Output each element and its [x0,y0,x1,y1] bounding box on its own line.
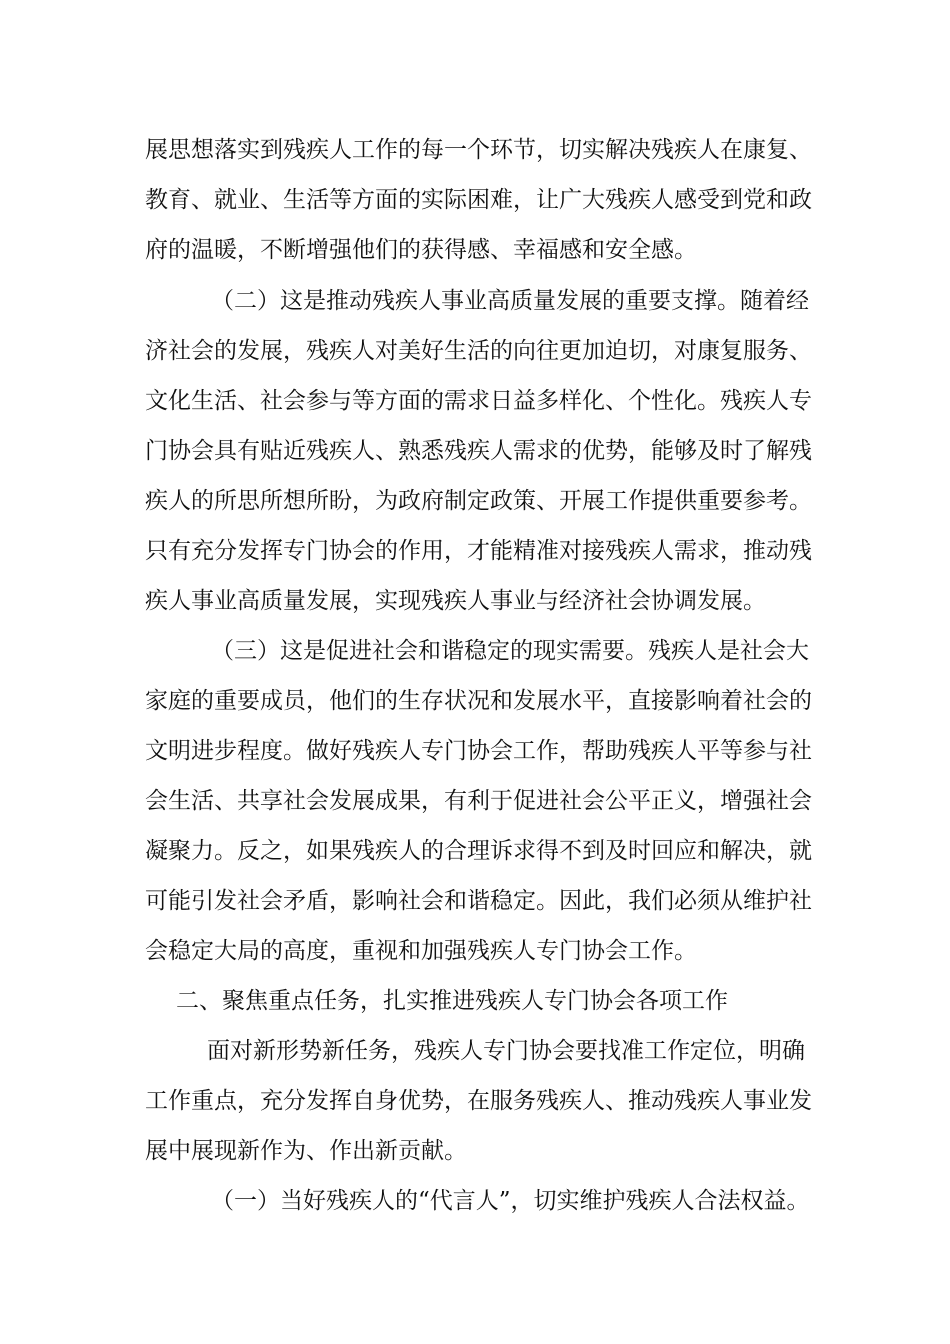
text-line: 可能引发社会矛盾，影响社会和谐稳定。因此，我们必须从维护社 [145,888,812,914]
text-line: 家庭的重要成员，他们的生存状况和发展水平，直接影响着社会的 [145,688,812,714]
text-line: 门协会具有贴近残疾人、熟悉残疾人需求的优势，能够及时了解残 [145,438,812,464]
paragraph-heading-1: （一）当好残疾人的“代言人”，切实维护残疾人合法权益。 [211,1188,810,1214]
text-line: 济社会的发展，残疾人对美好生活的向往更加迫切，对康复服务、 [145,338,812,364]
text-line: 府的温暖，不断增强他们的获得感、幸福感和安全感。 [145,237,697,263]
text-line: 只有充分发挥专门协会的作用，才能精准对接残疾人需求，推动残 [145,538,812,564]
paragraph-heading-2: （二）这是推动残疾人事业高质量发展的重要支撑。随着经 [211,288,809,314]
text-line: 文明进步程度。做好残疾人专门协会工作，帮助残疾人平等参与社 [145,738,812,764]
text-line: 疾人的所思所想所盼，为政府制定政策、开展工作提供重要参考。 [145,488,812,514]
text-line: 展中展现新作为、作出新贡献。 [145,1138,467,1164]
paragraph-heading-3: （三）这是促进社会和谐稳定的现实需要。残疾人是社会大 [211,638,809,664]
text-line: 凝聚力。反之，如果残疾人的合理诉求得不到及时回应和解决，就 [145,838,812,864]
text-line: 会生活、共享社会发展成果，有利于促进社会公平正义，增强社会 [145,788,812,814]
text-line: 展思想落实到残疾人工作的每一个环节，切实解决残疾人在康复、 [145,137,812,163]
section-heading: 二、聚焦重点任务，扎实推进残疾人专门协会各项工作 [176,988,728,1014]
text-line: 面对新形势新任务，残疾人专门协会要找准工作定位，明确 [207,1038,805,1064]
text-line: 会稳定大局的高度，重视和加强残疾人专门协会工作。 [145,938,697,964]
text-line: 疾人事业高质量发展，实现残疾人事业与经济社会协调发展。 [145,588,766,614]
text-line: 文化生活、社会参与等方面的需求日益多样化、个性化。残疾人专 [145,388,812,414]
text-line: 工作重点，充分发挥自身优势，在服务残疾人、推动残疾人事业发 [145,1088,812,1114]
text-line: 教育、就业、生活等方面的实际困难，让广大残疾人感受到党和政 [145,187,812,213]
